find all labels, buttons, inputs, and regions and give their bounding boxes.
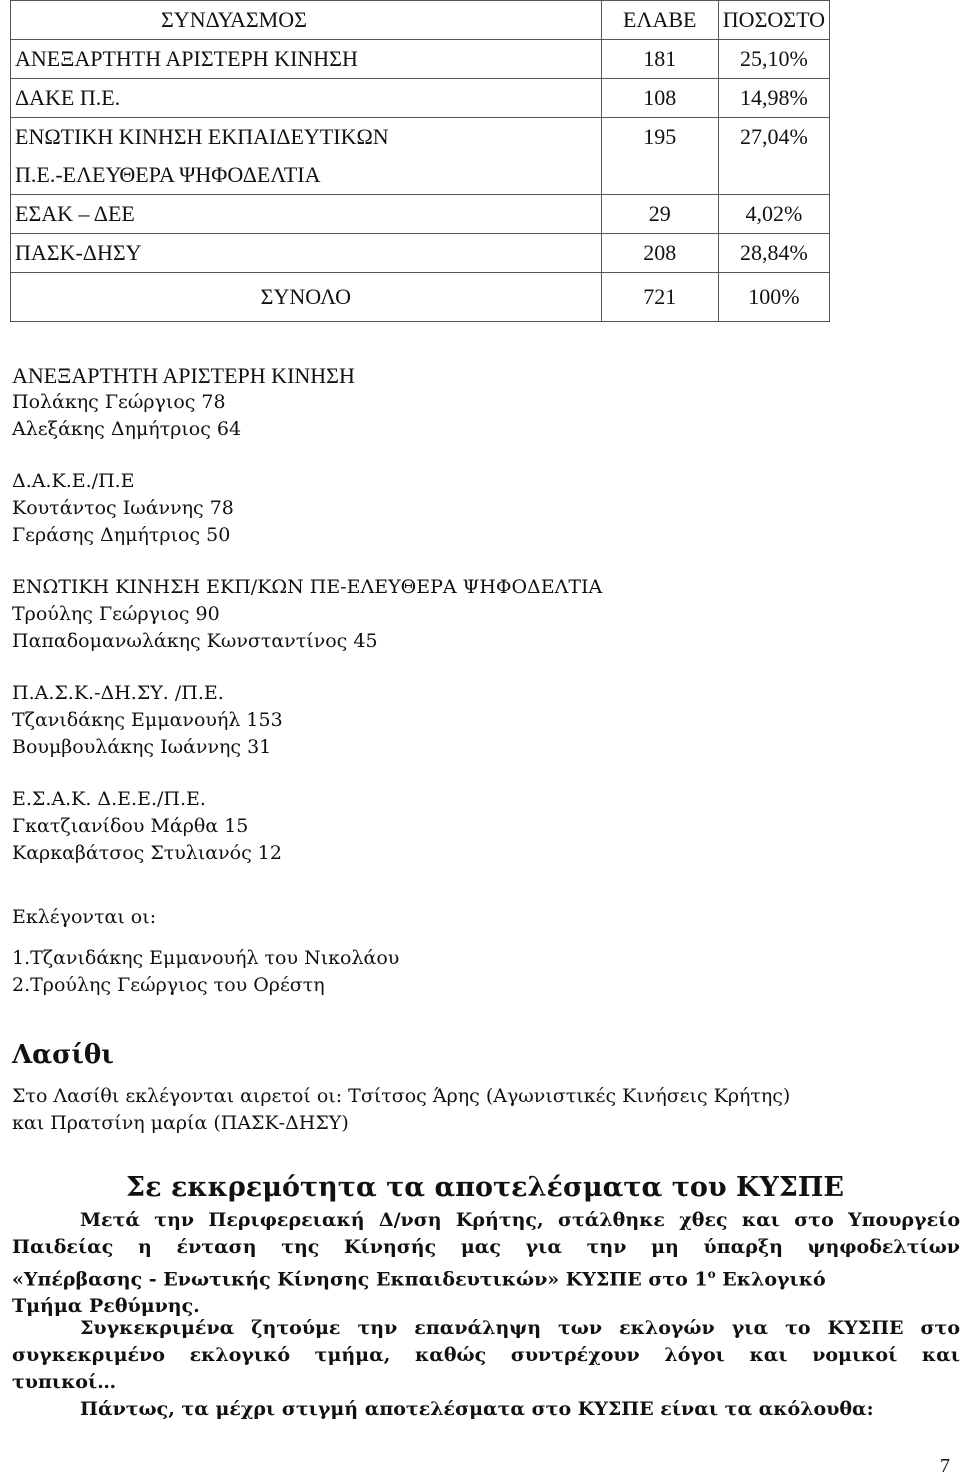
candidate-group [12, 468, 952, 549]
kyspe-heading: Σε εκκρεμότητα τα αποτελέσματα του ΚΥΣΠΕ [126, 1172, 844, 1203]
kyspe-paragraph-1 [12, 1207, 960, 1320]
elected-item: 1.Τζανιδάκης Εμμανουήλ του Νικολάου [12, 947, 400, 969]
paragraph-text-part: «Υπέρβασης - Ενωτικής Κίνησης Εκπαιδευτικών» ΚΥΣΠΕ στο 1 [12, 1268, 708, 1291]
table-row [11, 40, 830, 79]
elected-label-text: Εκλέγονται οι: [12, 906, 157, 928]
candidate-line: Καρκαβάτσος Στυλιανός 12 [12, 842, 282, 864]
total-votes: 721 [601, 273, 718, 322]
candidate-line: Κουτάντος Ιωάννης 78 [12, 497, 234, 519]
row-votes: 108 [601, 79, 718, 118]
party-name: Δ.Α.Κ.Ε./Π.Ε [12, 470, 135, 492]
candidate-line: Τζανιδάκης Εμμανουήλ 153 [12, 709, 283, 731]
row-name: ΕΝΩΤΙΚΗ ΚΙΝΗΣΗ ΕΚΠΑΙΔΕΥΤΙΚΩΝ [11, 118, 602, 157]
candidate-line: Τρούλης Γεώργιος 90 [12, 603, 220, 625]
total-percent: 100% [718, 273, 829, 322]
row-percent: 14,98% [718, 79, 829, 118]
candidate-line: Γκατζιανίδου Μάρθα 15 [12, 815, 249, 837]
paragraph-line: τυπικοί… [12, 1371, 117, 1393]
candidate-group [12, 362, 952, 443]
row-percent: 25,10% [718, 40, 829, 79]
paragraph-line: Μετά την Περιφερειακή Δ/νση Κρήτης, στάλθηκε χθες και στο Υπουργείο [80, 1209, 960, 1231]
candidate-group [12, 786, 952, 867]
table-row [11, 195, 830, 234]
paragraph-line [12, 1261, 960, 1293]
header-percent: ΠΟΣΟΣΤΟ [718, 1, 829, 40]
lasithi-line: Στο Λασίθι εκλέγονται αιρετοί οι: Τσίτσος Άρης (Αγωνιστικές Κινήσεις Κρήτης) [12, 1085, 791, 1107]
candidate-line: Γεράσης Δημήτριος 50 [12, 524, 231, 546]
paragraph-line: Παιδείας η ένταση της Κίνησής μας για την μη ύπαρξη ψηφοδελτίων [12, 1236, 960, 1258]
row-votes: 208 [601, 234, 718, 273]
total-name: ΣΥΝΟΛΟ [11, 273, 602, 322]
row-name-line2: Π.Ε.-ΕΛΕΥΘΕΡΑ ΨΗΦΟΔΕΛΤΙΑ [11, 156, 602, 195]
table-row [11, 79, 830, 118]
candidate-line: Βουμβουλάκης Ιωάννης 31 [12, 736, 272, 758]
elected-list [12, 945, 952, 999]
lasithi-line: και Πρατσίνη μαρία (ΠΑΣΚ-ΔΗΣΥ) [12, 1112, 349, 1134]
party-name: Π.Α.Σ.Κ.-ΔΗ.ΣΥ. /Π.Ε. [12, 682, 224, 704]
table-row [11, 234, 830, 273]
party-name: Ε.Σ.Α.Κ. Δ.Ε.Ε./Π.Ε. [12, 788, 206, 810]
paragraph-text [12, 1261, 826, 1293]
paragraph-line: συγκεκριμένο εκλογικό τμήμα, καθώς συντρέχουν λόγοι και νομικοί και [12, 1344, 960, 1366]
header-votes: ΕΛΑΒΕ [601, 1, 718, 40]
elected-item: 2.Τρούλης Γεώργιος του Ορέστη [12, 974, 325, 996]
kyspe-paragraph-2 [12, 1315, 960, 1396]
table-header-row [11, 1, 830, 40]
header-combination: ΣΥΝΔΥΑΣΜΟΣ [11, 1, 602, 40]
page-number: 7 [940, 1455, 950, 1477]
candidate-group [12, 680, 952, 761]
row-votes: 195 [601, 118, 718, 157]
results-table [10, 0, 830, 322]
row-percent: 28,84% [718, 234, 829, 273]
row-votes: 181 [601, 40, 718, 79]
lasithi-heading: Λασίθι [12, 1040, 114, 1070]
elected-label [12, 904, 952, 931]
row-name: ΑΝΕΞΑΡΤΗΤΗ ΑΡΙΣΤΕΡΗ ΚΙΝΗΣΗ [11, 40, 602, 79]
table-total-row [11, 273, 830, 322]
row-percent: 4,02% [718, 195, 829, 234]
kyspe-paragraph-3: Πάντως, τα μέχρι στιγμή αποτελέσματα στο ΚΥΣΠΕ είναι τα ακόλουθα: [80, 1398, 874, 1420]
lasithi-paragraph [12, 1083, 952, 1137]
paragraph-line: Συγκεκριμένα ζητούμε την επανάληψη των εκλογών για το ΚΥΣΠΕ στο [80, 1317, 960, 1339]
row-name: ΠΑΣΚ-ΔΗΣΥ [11, 234, 602, 273]
row-name: ΔΑΚΕ Π.Ε. [11, 79, 602, 118]
superscript: ο [707, 1267, 716, 1281]
candidate-group [12, 574, 952, 655]
row-percent: 27,04% [718, 118, 829, 157]
row-votes: 29 [601, 195, 718, 234]
table-row-continuation [11, 156, 830, 195]
candidate-line: Παπαδομανωλάκης Κωνσταντίνος 45 [12, 630, 378, 652]
candidate-line: Πολάκης Γεώργιος 78 [12, 391, 226, 413]
party-name: ΑΝΕΞΑΡΤΗΤΗ ΑΡΙΣΤΕΡΗ ΚΙΝΗΣΗ [12, 363, 355, 388]
table-row [11, 118, 830, 157]
party-name: ΕΝΩΤΙΚΗ ΚΙΝΗΣΗ ΕΚΠ/ΚΩΝ ΠΕ-ΕΛΕΥΘΕΡΑ ΨΗΦΟΔΕΛΤΙΑ [12, 576, 603, 598]
row-name: ΕΣΑΚ – ΔΕΕ [11, 195, 602, 234]
paragraph-line: Τμήμα Ρεθύμνης. [12, 1295, 200, 1318]
paragraph-text-part: Εκλογικό [715, 1268, 826, 1291]
candidate-line: Αλεξάκης Δημήτριος 64 [12, 418, 242, 440]
